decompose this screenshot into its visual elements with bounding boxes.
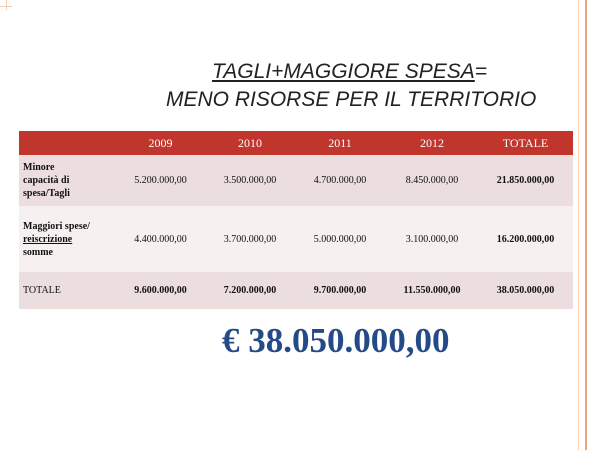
table-cell: 4.400.000,00: [115, 206, 206, 272]
header-cell-2011: 2011: [294, 131, 386, 155]
slide-border-line-inner: [578, 0, 579, 450]
corner-decoration-vertical: [6, 0, 7, 10]
table-header-row: [19, 131, 573, 155]
table-cell: 11.550.000,00: [386, 272, 478, 309]
row-label: [19, 155, 115, 206]
grand-total: € 38.050.000,00: [222, 321, 450, 360]
table-cell: 9.700.000,00: [294, 272, 386, 309]
title-line-1-main: TAGLI+MAGGIORE SPESA: [212, 60, 475, 83]
title-line-1: [212, 58, 487, 85]
row-label-line: Maggiori spese/: [23, 220, 90, 232]
header-cell-empty: [19, 131, 115, 155]
title-line-1-suffix: =: [474, 60, 488, 83]
header-cell-2012: 2012: [386, 131, 478, 155]
row-label-line: TOTALE: [23, 285, 61, 296]
table-cell: 5.000.000,00: [294, 206, 386, 272]
slide-border-line: [585, 0, 587, 450]
title-line-2: MENO RISORSE PER IL TERRITORIO: [166, 88, 537, 111]
row-label-line: capacità di: [23, 175, 70, 186]
table-cell: 9.600.000,00: [115, 272, 206, 309]
budget-table: [19, 131, 573, 309]
table-cell: 3.100.000,00: [386, 206, 478, 272]
row-total-cell: 38.050.000,00: [478, 272, 573, 309]
row-total-cell: 21.850.000,00: [478, 155, 573, 206]
table-row: [19, 206, 573, 272]
table-row-totals: [19, 272, 573, 309]
row-label-line: spesa/Tagli: [23, 188, 70, 199]
table-cell: 3.700.000,00: [206, 206, 294, 272]
header-cell-2009: 2009: [115, 131, 206, 155]
row-label-line: Minore: [23, 162, 55, 173]
row-label-line: reiscrizione: [23, 233, 73, 245]
row-label-line: somme: [23, 246, 53, 258]
table-cell: 7.200.000,00: [206, 272, 294, 309]
table-cell: 3.500.000,00: [206, 155, 294, 206]
table-cell: 4.700.000,00: [294, 155, 386, 206]
header-cell-totale: TOTALE: [478, 131, 573, 155]
row-total-cell: 16.200.000,00: [478, 206, 573, 272]
table-cell: 5.200.000,00: [115, 155, 206, 206]
table-cell: 8.450.000,00: [386, 155, 478, 206]
row-label: [19, 206, 115, 272]
row-label: [19, 272, 115, 309]
header-cell-2010: 2010: [206, 131, 294, 155]
table-row: [19, 155, 573, 206]
